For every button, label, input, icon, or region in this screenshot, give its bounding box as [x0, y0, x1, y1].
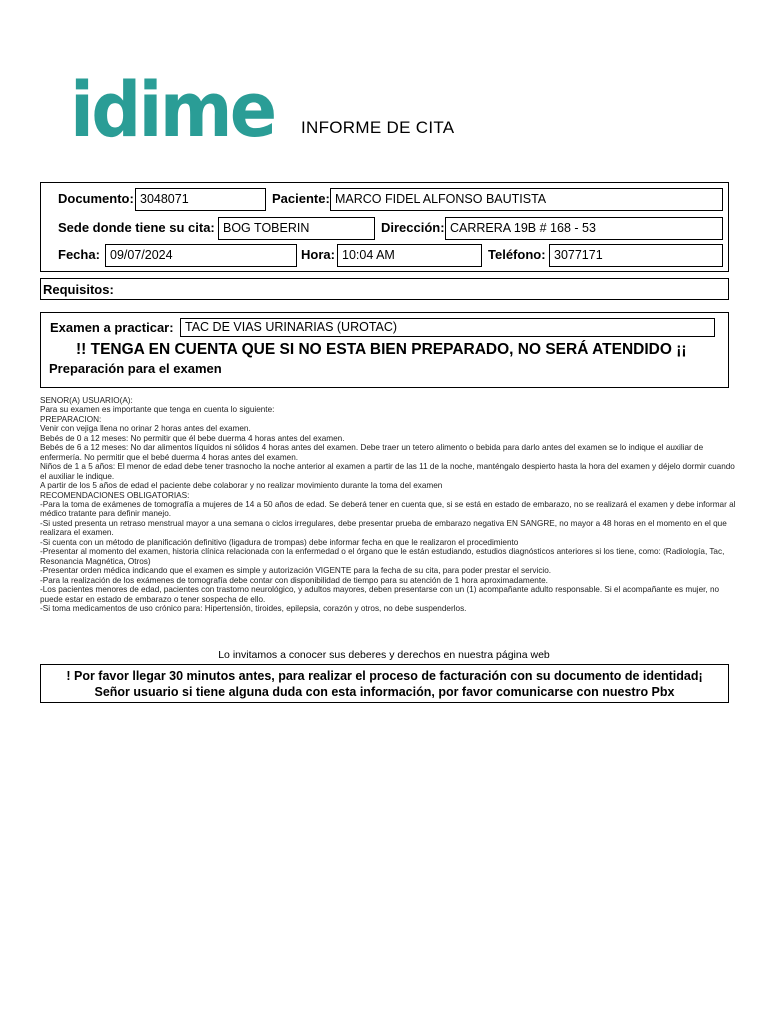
instruction-line: RECOMENDACIONES OBLIGATORIAS: [40, 490, 190, 500]
examen-label: Examen a practicar: [50, 320, 174, 335]
notice-line-1: ! Por favor llegar 30 minutos antes, para realizar el proceso de facturación con su documento de identidad¡ [66, 669, 703, 683]
instruction-line: -Presentar al momento del examen, historia clínica relacionada con la enfermedad o el órgano que le están estudiando, estudios diagnósticos anteriores si los tiene, como: (Radiología, Tac, Resonancia Magnética, Otros) [40, 547, 725, 566]
instruction-line: A partir de los 5 años de edad el paciente debe colaborar y no realizar movimiento durante la toma del examen [40, 481, 443, 491]
preparacion-label: Preparación para el examen [49, 361, 222, 376]
paciente-field: MARCO FIDEL ALFONSO BAUTISTA [330, 188, 723, 211]
preparation-warning: !! TENGA EN CUENTA QUE SI NO ESTA BIEN PREPARADO, NO SERÁ ATENDIDO ¡¡ [76, 341, 687, 358]
idime-logo: idime [70, 65, 275, 154]
requisitos-box [40, 278, 729, 300]
requisitos-label: Requisitos: [43, 282, 114, 297]
instruction-line: -Si cuenta con un método de planificación definitivo (ligadura de trompas) debe informar fecha en que le realizaron el procedimiento [40, 537, 519, 547]
paciente-label: Paciente: [272, 191, 330, 206]
hora-label: Hora: [301, 247, 335, 262]
examen-field: TAC DE VIAS URINARIAS (UROTAC) [180, 318, 715, 337]
direccion-field: CARRERA 19B # 168 - 53 [445, 217, 723, 240]
invite-text: Lo invitamos a conocer sus deberes y derechos en nuestra página web [218, 649, 550, 661]
telefono-label: Teléfono: [488, 247, 546, 262]
final-notice-box [40, 664, 729, 703]
instruction-line: Para su examen es importante que tenga en cuenta lo siguiente: [40, 405, 275, 415]
instruction-line: Niños de 1 a 5 años: El menor de edad debe tener trasnocho la noche anterior al examen a partir de las 11 de la noche, manténgalo despierto hasta la hora del examen y déjelo dormir cuando el auxiliar le indique. [40, 462, 735, 481]
instruction-line: PREPARACION: [40, 414, 102, 424]
instruction-line: -Para la realización de los exámenes de tomografía debe contar con disponibilidad de tiempo para su atención de 1 hora aproximadamente. [40, 575, 548, 585]
instruction-line: -Si toma medicamentos de uso crónico para: Hipertensión, tiroides, epilepsia, corazón y otros, no debe suspenderlos. [40, 603, 467, 613]
notice-line-2: Señor usuario si tiene alguna duda con esta información, por favor comunicarse con nuestro Pbx [94, 685, 675, 699]
fecha-field: 09/07/2024 [105, 244, 297, 267]
telefono-field: 3077171 [549, 244, 723, 267]
sede-label: Sede donde tiene su cita: [58, 220, 215, 235]
fecha-label: Fecha: [58, 247, 100, 262]
instruction-line: -Los pacientes menores de edad, pacientes con trastorno neurológico, y adultos mayores, deben presentarse con un (1) acompañante adulto responsable. Si el acompañante es mujer, no puede estar en estado de embarazo o tener sospecha de ello. [40, 585, 720, 604]
instruction-line: -Para la toma de exámenes de tomografía a mujeres de 14 a 50 años de edad. Se deberá tener en cuenta que, si se está en estado de embarazo, no se realizará el examen y debe informar al médico tratante para definir manejo. [40, 499, 736, 519]
hora-field: 10:04 AM [337, 244, 482, 267]
instruction-line: -Si usted presenta un retraso menstrual mayor a una semana o ciclos irregulares, debe presentar prueba de embarazo negativa EN SANGRE, no mayor a 48 horas en el momento en el que realizara el examen. [40, 518, 727, 538]
documento-field: 3048071 [135, 188, 266, 211]
instruction-line: SENOR(A) USUARIO(A): [40, 396, 133, 405]
documento-label: Documento: [58, 191, 134, 206]
instructions-block [40, 396, 740, 613]
instruction-line: -Presentar orden médica indicando que el examen es simple y autorización VIGENTE para la fecha de su cita, para poder prestar el servicio. [40, 566, 552, 576]
instruction-line: Bebés de 0 a 12 meses: No permitir que él bebe duerma 4 horas antes del examen. [40, 433, 345, 443]
instruction-line: Venir con vejiga llena no orinar 2 horas antes del examen. [40, 424, 251, 434]
page-title: INFORME DE CITA [301, 118, 455, 137]
direccion-label: Dirección: [381, 220, 445, 235]
sede-field: BOG TOBERIN [218, 217, 375, 240]
instruction-line: Bebés de 6 a 12 meses: No dar alimentos líquidos ni sólidos 4 horas antes del examen. Debe traer un tetero alimento o bebida para darlo antes del examen se lo indique el auxiliar de enfermería. No permitir que el bebé duerma 4 horas antes del examen. [40, 443, 704, 462]
